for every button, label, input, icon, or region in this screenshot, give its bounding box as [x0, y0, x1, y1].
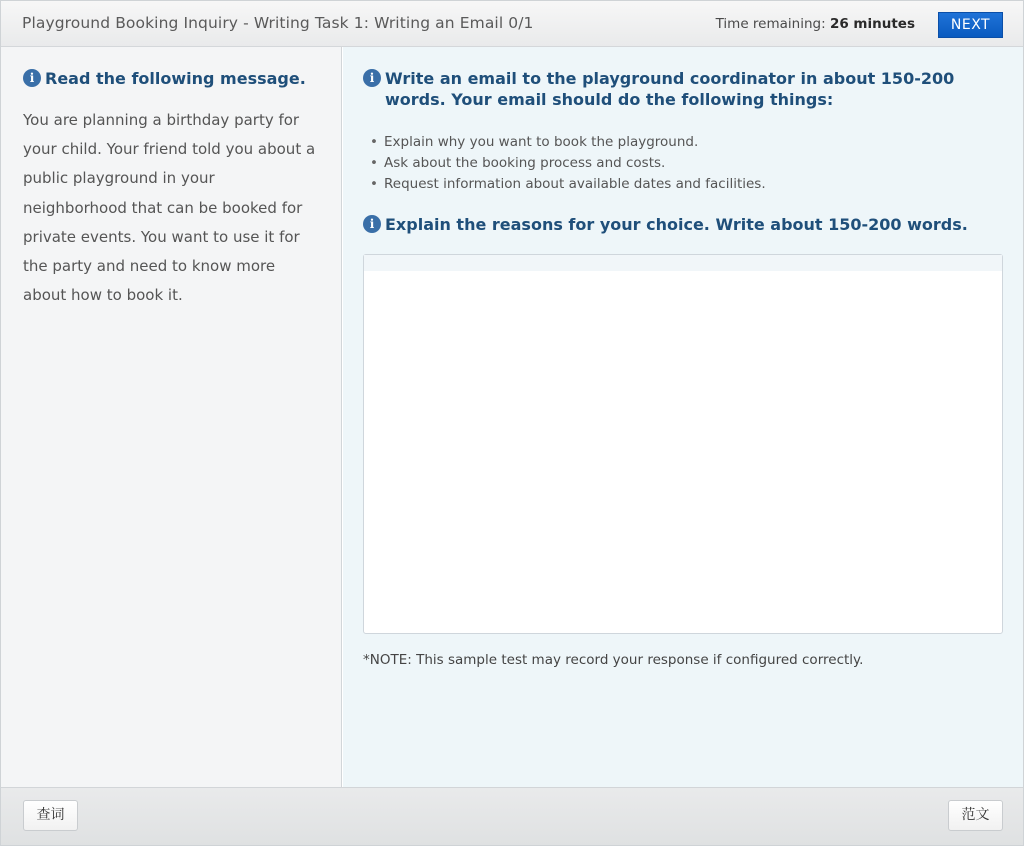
word-count-instruction-text: Explain the reasons for your choice. Write about 150-200 words. — [385, 215, 968, 234]
info-icon: i — [363, 215, 381, 233]
answer-box — [363, 254, 1003, 634]
task-panel — [343, 47, 1023, 787]
info-icon: i — [23, 69, 41, 87]
message-heading — [23, 69, 306, 88]
lookup-word-button[interactable]: 查词 — [23, 800, 78, 831]
message-panel — [1, 47, 342, 787]
footer-bar — [1, 787, 1023, 845]
message-heading-text: Read the following message. — [45, 69, 306, 88]
task-list-item: • Ask about the booking process and costs. — [370, 153, 766, 174]
info-icon: i — [363, 69, 381, 87]
timer-value: 26 minutes — [829, 16, 915, 32]
recording-note: *NOTE: This sample test may record your response if configured correctly. — [363, 652, 864, 668]
header-bar — [1, 1, 1023, 47]
sample-answer-button[interactable]: 范文 — [948, 800, 1003, 831]
task-list-item: • Request information about available dates and facilities. — [370, 174, 766, 195]
next-button[interactable]: NEXT — [938, 12, 1003, 38]
word-count-instruction — [363, 215, 968, 234]
task-list-item: • Explain why you want to book the playground. — [370, 132, 766, 153]
task-instruction — [363, 68, 1013, 110]
answer-textarea[interactable] — [364, 271, 1002, 633]
task-list — [370, 132, 766, 195]
time-remaining — [716, 16, 915, 32]
timer-label: Time remaining: — [715, 16, 826, 32]
answer-toolbar — [364, 255, 1002, 271]
page-title: Playground Booking Inquiry - Writing Task 1: Writing an Email 0/1 — [22, 14, 534, 32]
task-instruction-text: Write an email to the playground coordinator in about 150-200 words. Your email should do the following things: — [385, 69, 955, 109]
message-text: You are planning a birthday party for your child. Your friend told you about a public playground in your neighborhood that can be booked for private events. You want to use it for the party and need to know more about how to book it. — [23, 111, 316, 305]
